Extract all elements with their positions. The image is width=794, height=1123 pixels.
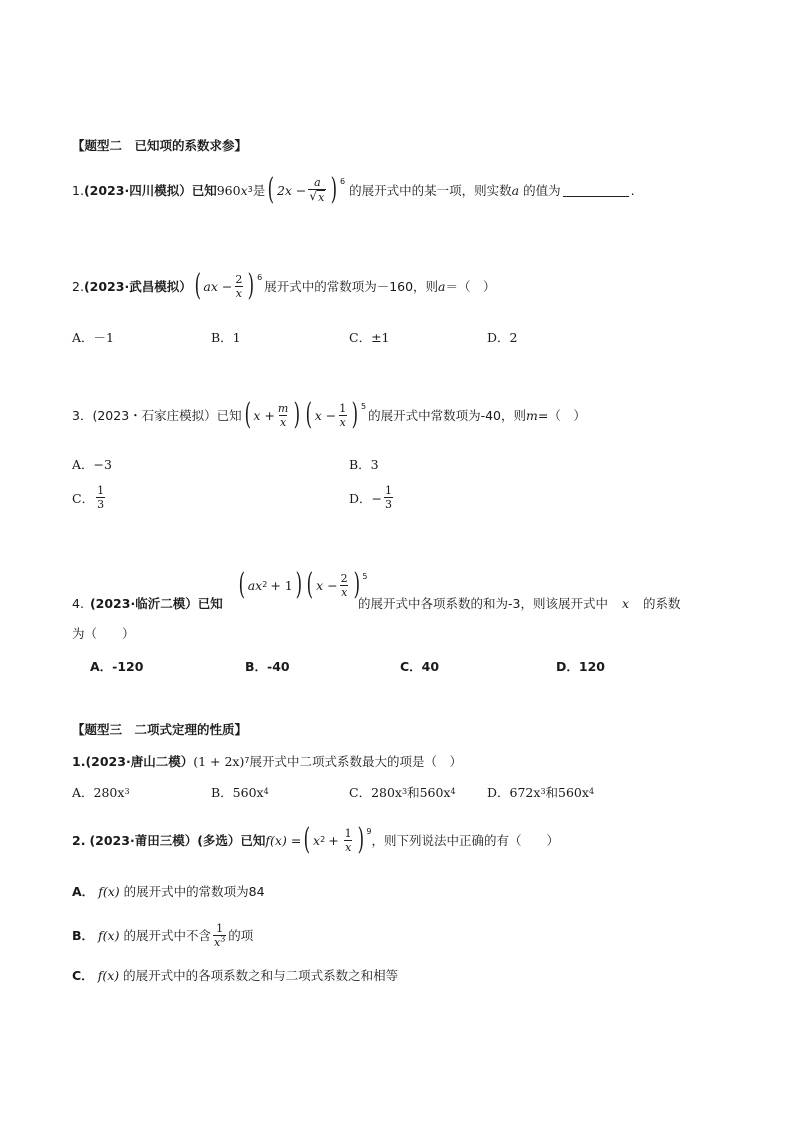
answer-blank[interactable]	[563, 184, 629, 197]
option-b[interactable]: B．3	[349, 457, 379, 472]
option-a[interactable]: A．−3	[72, 457, 112, 472]
option-b[interactable]: B．-40	[245, 659, 290, 674]
question-2-3: 3． (2023・石家庄模拟）已知 ( x + $\frac{m}{x}$ ) ( x − $\frac{1}{x}$ ) $^5$ 的展开式中常数项为-40，则 m =（ ）	[72, 397, 586, 432]
question-2-4-tail: 的展开式中各项系数的和为-3，则该展开式中 x 的系数	[358, 595, 681, 611]
option-b[interactable]: B．1	[211, 330, 241, 345]
option-c[interactable]: C．±1	[349, 330, 390, 345]
option-c[interactable]: C． f(x) 的展开式中的各项系数之和与二项式系数之和相等	[72, 967, 399, 983]
option-d[interactable]: D．2	[487, 330, 518, 345]
option-a[interactable]: A．280x 3	[72, 785, 130, 800]
question-2-4-expression: ( ax 2 + 1 ) ( x − $\frac{2}{x}$ ) $^5$	[238, 567, 368, 602]
question-2-1: 1. (2023·四川模拟）已知 960 x 3 是 ( 2x − a √ x ) $^6$ 的展开式中的某一项，则实数 a 的值为 .	[72, 172, 635, 207]
option-d[interactable]: D．120	[556, 659, 605, 674]
coefficient: 960	[216, 182, 241, 198]
option-a[interactable]: A．－1	[72, 330, 114, 345]
fraction: a √ x	[309, 176, 325, 204]
question-3-1: 1. (2023·唐山二模） (1 + 2x) 7 展开式中二项式系数最大的项是（ ）	[72, 753, 462, 769]
question-source: (2023·四川模拟）已知	[83, 183, 217, 198]
option-d[interactable]: D．672x 3 和560x 4	[487, 785, 595, 800]
option-a[interactable]: A． f(x) 的展开式中的常数项为84	[72, 883, 265, 899]
question-3-2: 2. (2023·莆田三模）(多选）已知 f(x) = ( x 2 + $\frac{1}{x}$ ) $^9$ ，则下列说法中正确的有（ ）	[72, 822, 559, 857]
option-b[interactable]: B． f(x) 的展开式中不含 $\frac{1}{x^3}$ 的项	[72, 921, 254, 949]
option-a[interactable]: A．-120	[90, 659, 144, 674]
option-c[interactable]: C． $\frac{1}{3}$	[72, 484, 105, 511]
question-2-4-line2: 为（ ）	[72, 626, 135, 641]
question-number: 1.	[72, 182, 84, 198]
section-title-3: 【题型三 二项式定理的性质】	[72, 722, 248, 737]
left-paren: (	[267, 172, 275, 207]
option-b[interactable]: B．560x 4	[211, 785, 269, 800]
option-c[interactable]: C．40	[400, 659, 440, 674]
section-title-2: 【题型二 已知项的系数求参】	[72, 138, 248, 153]
fraction: $\frac{2}{x}$	[235, 272, 243, 300]
question-2-4: 4. (2023·临沂二模）已知	[72, 595, 223, 611]
question-2-2: 2. (2023·武昌模拟） ( ax − $\frac{2}{x}$ ) $^6$ 展开式中的常数项为－160，则 a ＝（ ）	[72, 268, 496, 303]
option-d[interactable]: D．− $\frac{1}{3}$	[349, 484, 392, 511]
option-c[interactable]: C．280x 3 和560x 4	[349, 785, 456, 800]
right-paren: )	[330, 172, 338, 207]
